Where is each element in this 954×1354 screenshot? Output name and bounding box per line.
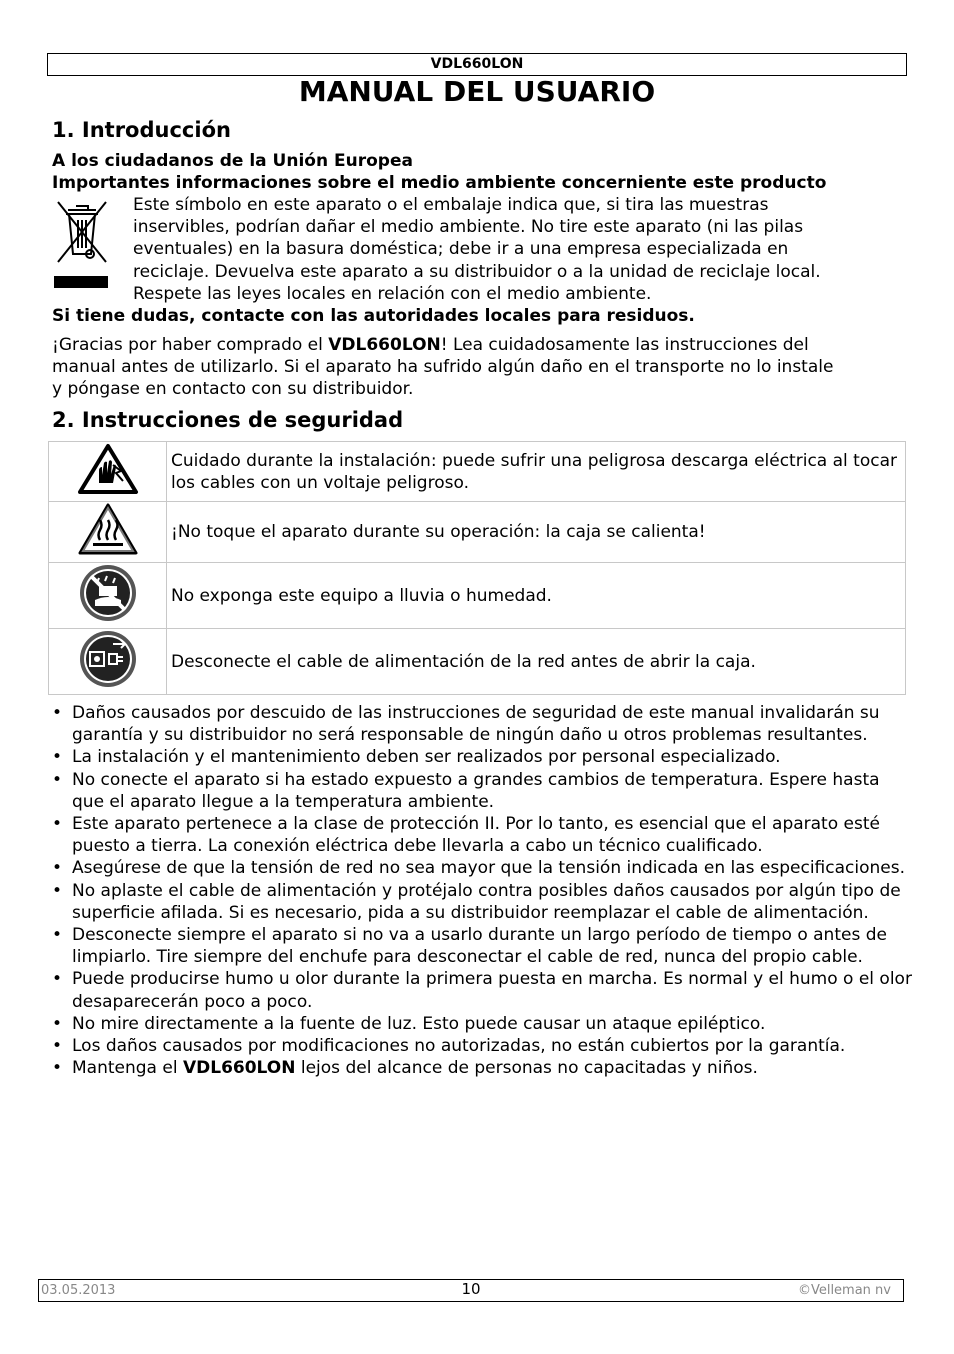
- safety-icon-cell: [49, 563, 167, 629]
- thanks-line-1: [52, 334, 833, 356]
- weee-line: inservibles, podrían dañar el medio ambiente. No tire este aparato (ni las pilas: [133, 217, 804, 238]
- page-title: MANUAL DEL USUARIO: [298, 75, 656, 108]
- list-item: • Los daños causados por modificaciones no autorizadas, no están cubiertos por la garantía.: [52, 1035, 912, 1057]
- unplug-before-opening-icon: [79, 630, 137, 688]
- footer-copyright: ©Velleman nv: [797, 1283, 891, 1298]
- thanks-paragraph: [52, 334, 833, 401]
- section-heading-safety: 2. Instrucciones de seguridad: [52, 408, 404, 432]
- list-item: • Desconecte siempre el aparato si no va a usarlo durante un largo período de tiempo o antes de limpiarlo. Tire siempre del enchufe para desconectar el cable de red, nunca del propio cable.: [52, 924, 912, 968]
- list-item: • No mire directamente a la fuente de luz. Esto puede causar un ataque epiléptico.: [52, 1013, 912, 1035]
- safety-icon-cell: [49, 442, 167, 502]
- model-header: VDL660LON: [47, 53, 907, 76]
- weee-line: eventuales) en la basura doméstica; debe ir a una empresa especializada en: [133, 239, 789, 260]
- thanks-pre: ¡Gracias por haber comprado el: [52, 335, 329, 355]
- safety-row: [49, 629, 906, 695]
- page-number: 10: [461, 1280, 481, 1298]
- weee-paragraph: [133, 194, 821, 305]
- safety-bullet-list: [52, 702, 912, 1079]
- safety-text: Desconecte el cable de alimentación de la red antes de abrir la caja.: [167, 629, 906, 695]
- thanks-line-2: manual antes de utilizarlo. Si el aparato ha sufrido algún daño en el transporte no lo instale: [52, 357, 834, 378]
- page-footer: [38, 1279, 904, 1302]
- environment-info-line: Importantes informaciones sobre el medio ambiente concerniente este producto: [52, 173, 827, 193]
- list-item: • La instalación y el mantenimiento deben ser realizados por personal especializado.: [52, 746, 912, 768]
- safety-row: [49, 442, 906, 502]
- weee-line: reciclaje. Devuelva este aparato a su distribuidor o a la unidad de reciclaje local.: [133, 261, 821, 282]
- thanks-line-3: y póngase en contacto con su distribuidor.: [52, 379, 414, 400]
- weee-line: Respete las leyes locales en relación con el medio ambiente.: [133, 283, 652, 304]
- product-model: VDL660LON: [328, 335, 441, 355]
- footer-date: 03.05.2013: [41, 1283, 116, 1298]
- safety-row: [49, 563, 906, 629]
- hot-surface-warning-icon: [77, 502, 139, 556]
- last-bullet-post: lejos del alcance de personas no capacitadas y niños.: [295, 1058, 758, 1079]
- list-item: • Puede producirse humo u olor durante la primera puesta en marcha. Es normal y el humo o el olor desaparecerán poco a poco.: [52, 968, 912, 1012]
- list-item: [52, 1057, 912, 1079]
- safety-text: No exponga este equipo a lluvia o humedad.: [167, 563, 906, 629]
- list-item: • Este aparato pertenece a la clase de protección II. Por lo tanto, es esencial que el aparato esté puesto a tierra. La conexión eléctrica debe llevarla a cabo un técnico cualificado.: [52, 813, 912, 857]
- electric-shock-warning-icon: [77, 443, 139, 495]
- safety-text: Cuidado durante la instalación: puede sufrir una peligrosa descarga eléctrica al tocar los cables con un voltaje peligroso.: [167, 442, 906, 502]
- weee-crossed-bin-icon: [52, 196, 112, 292]
- list-item: • No conecte el aparato si ha estado expuesto a grandes cambios de temperatura. Espere hasta que el aparato llegue a la temperatura ambiente.: [52, 769, 912, 813]
- safety-icon-cell: [49, 629, 167, 695]
- product-model: VDL660LON: [182, 1058, 296, 1079]
- thanks-post: ! Lea cuidadosamente las instrucciones del: [440, 335, 809, 355]
- safety-icon-cell: [49, 502, 167, 563]
- list-item: • Asegúrese de que la tensión de red no sea mayor que la tensión indicada en las especificaciones.: [52, 857, 912, 879]
- list-item: • No aplaste el cable de alimentación y protéjalo contra posibles daños causados por algún tipo de superficie afilada. Si es necesario, pida a su distribuidor reemplazar el cable de alimentación.: [52, 880, 912, 924]
- no-rain-moisture-icon: [79, 564, 137, 622]
- safety-icon-table: [48, 441, 906, 695]
- section-heading-introduction: 1. Introducción: [52, 118, 231, 142]
- doubts-line: Si tiene dudas, contacte con las autoridades locales para residuos.: [52, 306, 695, 326]
- safety-row: [49, 502, 906, 563]
- weee-line: Este símbolo en este aparato o el embalaje indica que, si tira las muestras: [133, 195, 769, 215]
- last-bullet-pre: Mantenga el: [72, 1058, 183, 1079]
- list-item: • Daños causados por descuido de las instrucciones de seguridad de este manual invalidarán su garantía y su distribuidor no será responsable de ningún daño u otros problemas resultantes.: [52, 702, 912, 746]
- safety-text: ¡No toque el aparato durante su operación: la caja se calienta!: [167, 502, 906, 563]
- eu-citizens-line: A los ciudadanos de la Unión Europea: [52, 151, 413, 171]
